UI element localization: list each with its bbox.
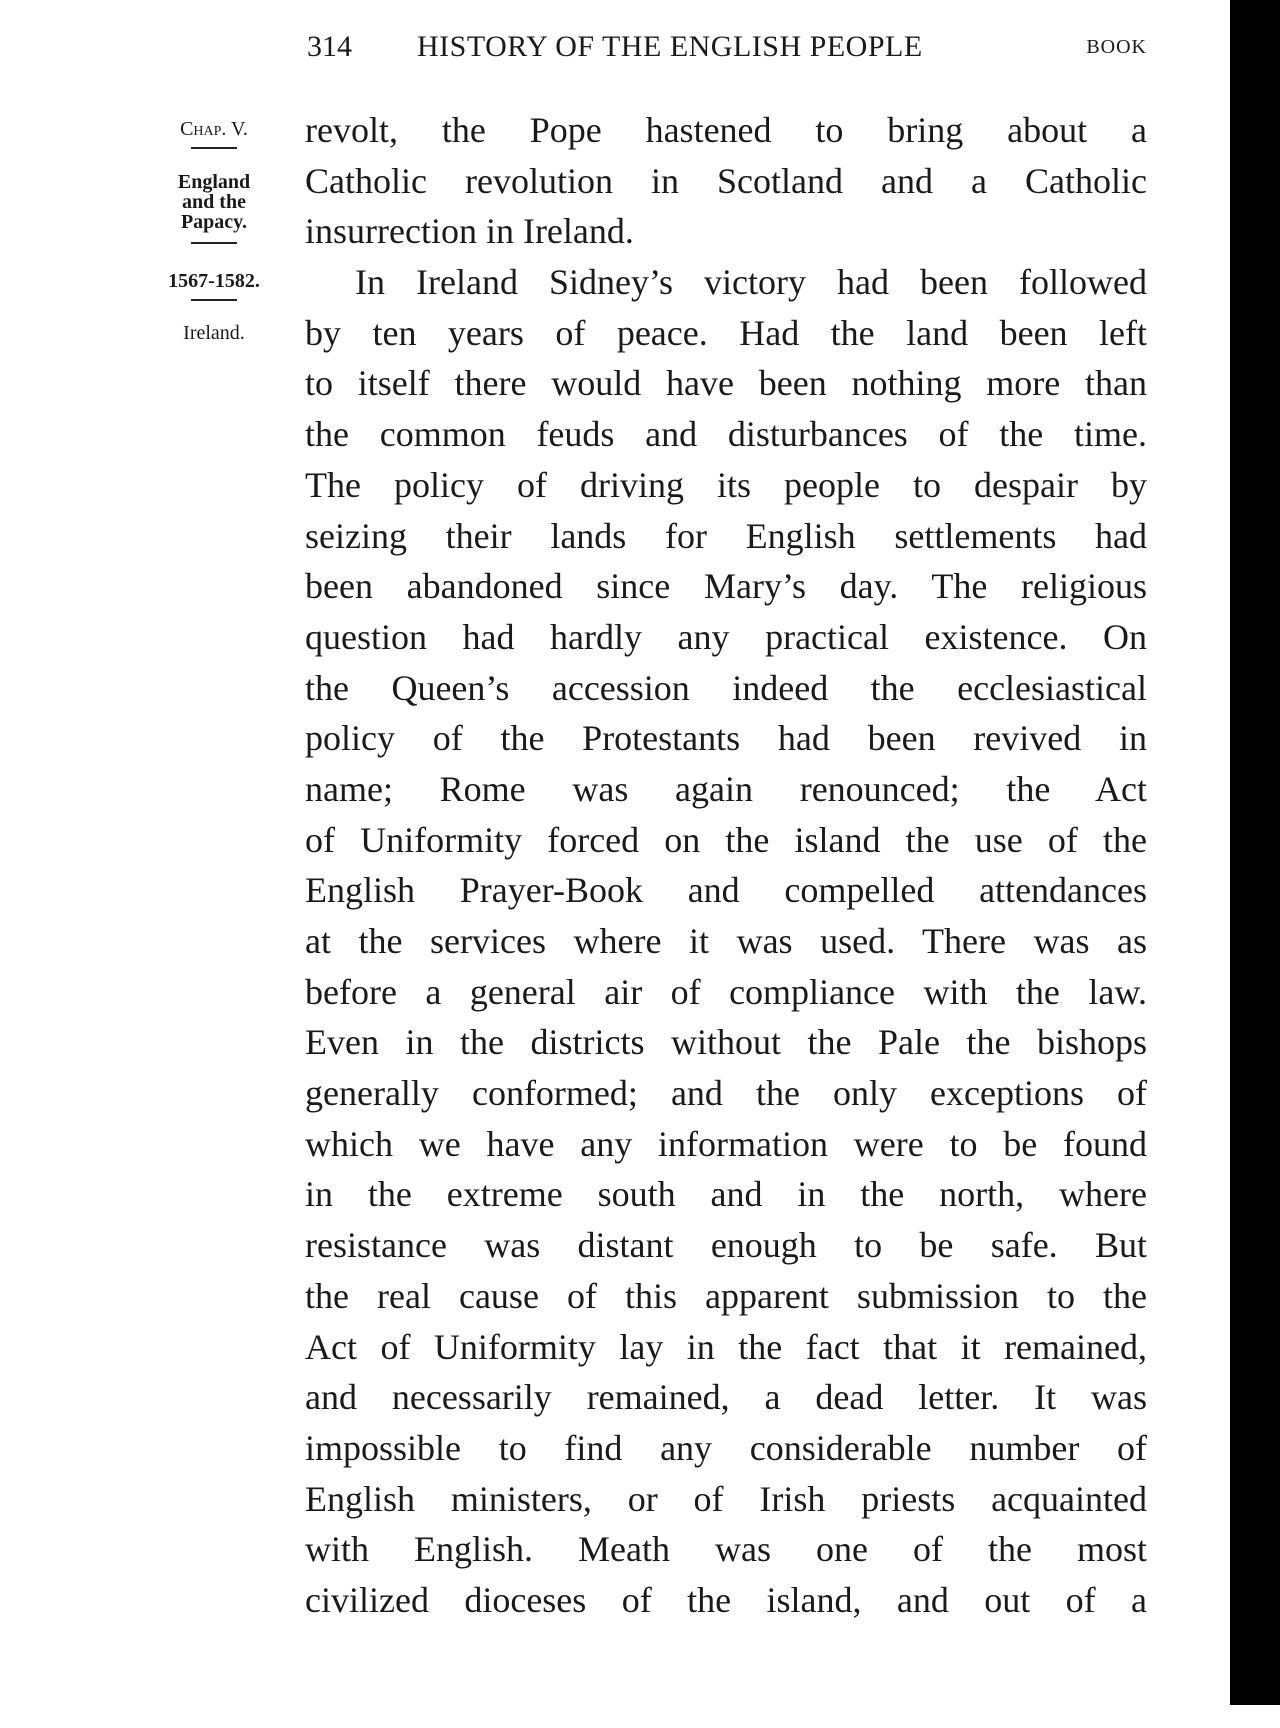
text-line: English Prayer-Book and compelled attendances [305, 870, 1147, 911]
sidenote-dates-text: 1567-1582. [168, 270, 260, 292]
text-line: in the extreme south and in the north, where [305, 1174, 1147, 1215]
sidenote-chapter [150, 118, 278, 149]
text-line: Even in the districts without the Pale the bishops [305, 1022, 1147, 1063]
text-line: revolt, the Pope hastened to bring about a [305, 110, 1147, 150]
text-line: seizing their lands for English settlements had [305, 515, 1147, 556]
book-label: BOOK [1086, 36, 1147, 58]
text-line: been abandoned since Mary’s day. The religious [305, 566, 1147, 607]
text-line: the Queen’s accession indeed the ecclesiastical [305, 667, 1147, 708]
sidenote-rule [191, 242, 237, 244]
text-line: with English. Meath was one of the most [305, 1529, 1147, 1570]
sidenote-topic-line: Papacy. [180, 211, 248, 233]
text-line: the real cause of this apparent submission to the [305, 1275, 1147, 1316]
text-line: name; Rome was again renounced; the Act [305, 768, 1147, 809]
text-line: and necessarily remained, a dead letter. It was [305, 1377, 1147, 1418]
sidenote-chapter-text: Chap. V. [180, 118, 248, 140]
scan-edge-black-bar [1230, 0, 1280, 1705]
body-text [305, 105, 1147, 1626]
sidenote-topic-line: England [177, 171, 251, 193]
sidenote-topic-line: and the [182, 191, 246, 213]
sidenote-dates [150, 270, 278, 301]
text-line: policy of the Protestants had been revived in [305, 718, 1147, 759]
text-line: Catholic revolution in Scotland and a Catholic [305, 160, 1147, 201]
text-line: by ten years of peace. Had the land been left [305, 312, 1147, 353]
text-line: Act of Uniformity lay in the fact that it remained, [305, 1326, 1147, 1367]
sidenote-topic [150, 172, 278, 244]
text-line: impossible to find any considerable number of [305, 1427, 1147, 1468]
sidenote-subject-text: Ireland. [183, 322, 245, 344]
text-line: resistance was distant enough to be safe. But [305, 1225, 1147, 1266]
text-line: English ministers, or of Irish priests acquainted [305, 1478, 1147, 1519]
text-line: of Uniformity forced on the island the use of the [305, 819, 1147, 860]
sidenote-rule [191, 299, 237, 301]
text-line: civilized dioceses of the island, and out of a [305, 1579, 1147, 1620]
text-line: the common feuds and disturbances of the time. [305, 414, 1147, 455]
text-line: question had hardly any practical existence. On [305, 616, 1147, 657]
running-title: HISTORY OF THE ENGLISH PEOPLE [417, 30, 923, 63]
text-line: which we have any information were to be found [305, 1123, 1147, 1164]
text-line: at the services where it was used. There was as [305, 921, 1147, 961]
sidenote-subject [150, 322, 278, 345]
text-line: In Ireland Sidney’s victory had been followed [355, 262, 1147, 303]
text-line: The policy of driving its people to despair by [305, 464, 1147, 505]
page-number: 314 [307, 30, 352, 63]
text-line: insurrection in Ireland. [305, 211, 634, 252]
text-line: to itself there would have been nothing more than [305, 363, 1147, 404]
sidenote-rule [191, 147, 237, 149]
text-line: generally conformed; and the only exceptions of [305, 1073, 1147, 1114]
running-header [305, 30, 1147, 74]
text-line: before a general air of compliance with the law. [305, 971, 1147, 1012]
